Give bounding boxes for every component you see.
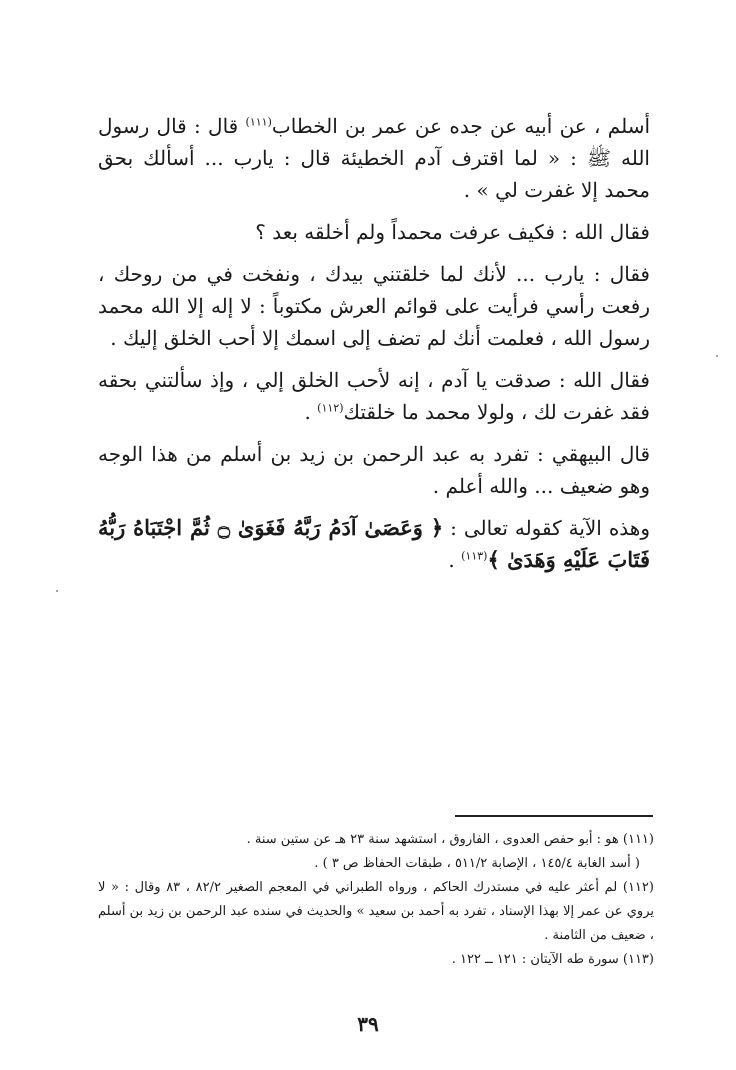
footnote-ref: (١١١): [245, 115, 272, 129]
footnote-ref: (١١٢): [317, 401, 344, 415]
paragraph-text: قال : قال رسول الله ﷺ : « لما اقترف آدم الخطيئة قال : يارب ... أسألك بحق محمد إلا غفرت لي » .: [98, 114, 650, 202]
scan-speck: [716, 355, 718, 357]
paragraph-bayhaqi: [98, 438, 650, 502]
paragraph-text: .: [304, 400, 311, 424]
paragraph-text: فقال : يارب ... لأنك لما خلقتني بيدك ، ونفخت في من روحك ، رفعت رأسي فرأيت على قوائم العرش مكتوباً : لا إله إلا الله محمد رسول الله ، فعلمت أنك لم تضف إلى اسمك إلا أحب الخلق إليك .: [98, 262, 650, 350]
paragraph-text: .: [448, 548, 455, 572]
paragraph-hadith-intro: [98, 110, 650, 206]
paragraph-forgiveness: [98, 364, 650, 428]
paragraph-answer: [98, 258, 650, 354]
footnote-112: (١١٢) لم أعثر عليه في مستدرك الحاكم ، ورواه الطبراني في المعجم الصغير ٨٢/٢ ، ٨٣ وقال : « لا يروي عن عمر إلا بهذا الإسناد ، تفرد به أحمد بن سعيد » والحديث في سنده عبد الرحمن بن زيد بن أسلم ، ضعيف من الثامنة .: [98, 880, 654, 943]
paragraph-text: فقال الله : فكيف عرفت محمداً ولم أخلقه بعد ؟: [255, 220, 650, 244]
footnotes-section: [98, 828, 654, 972]
paragraph-question: [98, 216, 650, 248]
paragraph-text: فقال الله : صدقت يا آدم ، إنه لأحب الخلق إلي ، وإذ سألتني بحقه فقد غفرت لك ، ولولا محمد ما خلقتك: [98, 368, 650, 424]
paragraph-verse: [98, 512, 650, 576]
paragraph-text: قال البيهقي : تفرد به عبد الرحمن بن زيد بن أسلم من هذا الوجه وهو ضعيف ... والله أعلم .: [98, 442, 650, 498]
quran-verse: ﴿ وَعَصَىٰ آدَمُ رَبَّهُ فَغَوَىٰ ۝ ثُمَّ اجْتَبَاهُ رَبُّهُ فَتَابَ عَلَيْهِ وَهَدَىٰ ﴾: [98, 515, 650, 572]
paragraph-text: أسلم ، عن أبيه عن جده عن عمر بن الخطاب: [271, 114, 651, 138]
footnote-113: (١١٣) سورة طه الآيتان : ١٢١ ــ ١٢٢ .: [451, 952, 654, 967]
footnote-ref: (١١٣): [461, 549, 488, 563]
main-text-body: [98, 110, 650, 586]
footnote-111-sources: ( أسد الغابة ١٤٥/٤ ، الإصابة ٥١١/٢ ، طبقات الحفاظ ص ٣ ) .: [314, 856, 640, 871]
page-number: ٣٩: [357, 1012, 379, 1036]
footnote-111: (١١١) هو : أبو حفص العدوى ، الفاروق ، استشهد سنة ٢٣ هـ عن ستين سنة .: [246, 832, 654, 847]
paragraph-text: وهذه الآية كقوله تعالى :: [450, 516, 651, 540]
scan-speck: [56, 590, 58, 592]
footnote-divider: [455, 815, 653, 817]
